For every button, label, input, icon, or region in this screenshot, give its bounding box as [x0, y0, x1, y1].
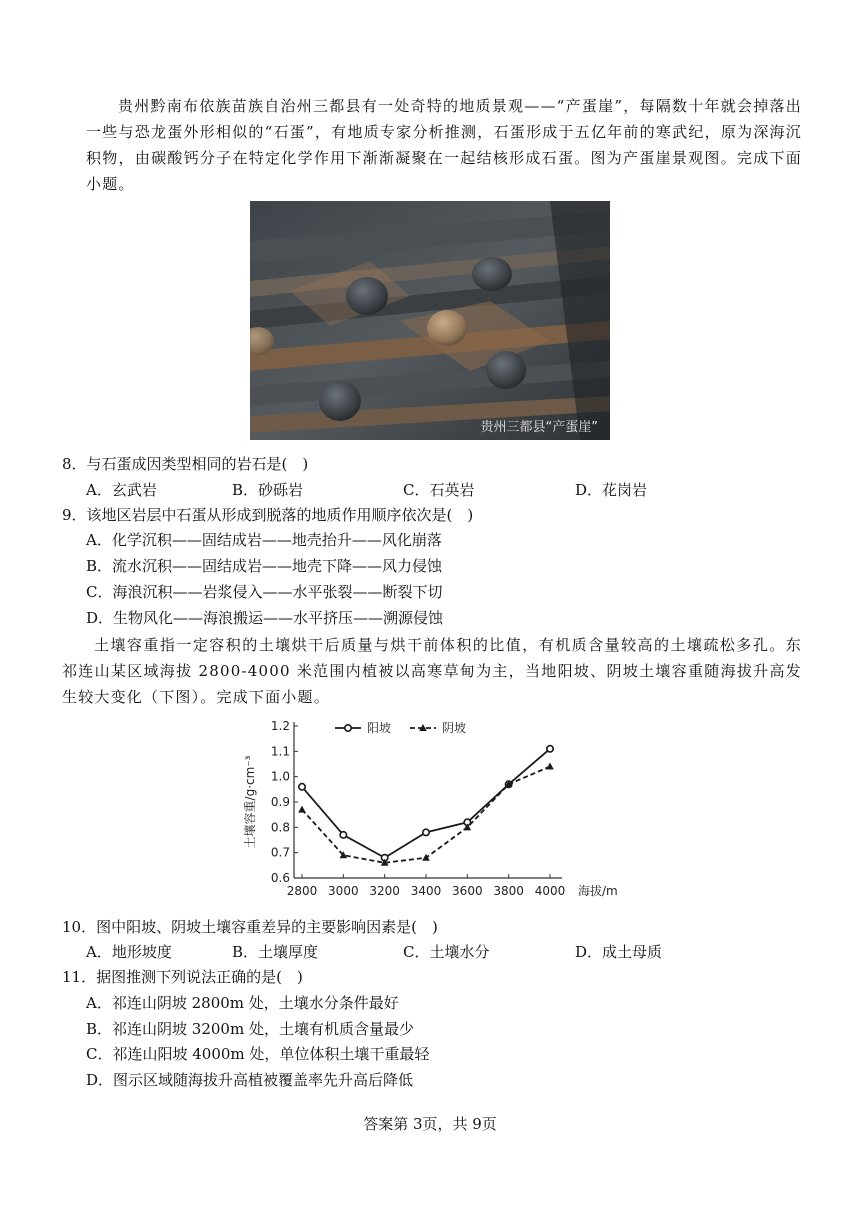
q9-option-d: D．生物风化——海浪搬运——水平挤压——溯源侵蚀	[86, 609, 444, 627]
x-tick-label: 3400	[410, 884, 442, 898]
q8-option-a: A．玄武岩	[86, 481, 157, 499]
q11-option-a: A．祁连山阴坡 2800m 处，土壤水分条件最好	[86, 994, 399, 1012]
q10-option-b: B．土壤厚度	[232, 943, 319, 961]
q9-option-c: C．海浪沉积——岩浆侵入——水平张裂——断裂下切	[86, 583, 443, 601]
page-footer: 答案第 3页，共 9页	[363, 1115, 497, 1133]
legend-label-1: 阳坡	[367, 721, 392, 735]
q8-option-d: D．花岗岩	[575, 481, 648, 499]
y-tick-label: 0.6	[270, 871, 290, 885]
q9-option-b: B．流水沉积——固结成岩——地壳下降——风力侵蚀	[86, 557, 443, 575]
series-line-1	[302, 749, 550, 858]
q11-option-b: B．祁连山阴坡 3200m 处，土壤有机质含量最少	[86, 1020, 414, 1038]
q10-option-d: D．成土母质	[575, 943, 663, 961]
x-tick-label: 4000	[534, 884, 566, 898]
y-tick-label: 0.7	[270, 845, 290, 860]
q11-option-d: D．图示区域随海拔升高植被覆盖率先升高后降低	[86, 1071, 414, 1089]
passage-2: 土壤容重指一定容积的土壤烘干后质量与烘干前体积的比值，有机质含量较高的土壤疏松多孔。东祁连山某区域海拔 2800-4000 米范围内植被以高寒草甸为主，当地阳坡、阴坡土壤容重随海拔升高发生较大变化（下图）。完成下面小题。	[62, 636, 802, 706]
series-1-point	[299, 784, 305, 790]
x-axis-label: 海拔/m	[578, 884, 618, 898]
x-tick-label: 3800	[493, 884, 524, 898]
y-tick-label: 0.8	[270, 820, 290, 835]
x-tick-label: 3200	[369, 884, 400, 898]
series-2-point	[546, 763, 554, 770]
series-1-point	[547, 746, 553, 752]
series-2-point	[422, 854, 430, 861]
soil-bulk-density-chart	[240, 712, 620, 902]
q11-option-c: C．祁连山阳坡 4000m 处，单位体积土壤干重最轻	[86, 1045, 430, 1063]
series-1-point	[423, 829, 429, 835]
y-tick-label: 1.2	[270, 719, 290, 733]
y-tick-label: 0.9	[270, 795, 290, 809]
q10-option-a: A．地形坡度	[86, 943, 172, 961]
y-tick-label: 1.0	[270, 769, 290, 784]
photo-caption: 贵州三都县“产蛋崖”	[480, 420, 598, 435]
q11-stem: 11．据图推测下列说法正确的是( )	[62, 968, 303, 986]
series-1-point	[340, 832, 346, 838]
x-tick-label: 3600	[452, 884, 483, 898]
y-axis-label: 土壤容重/g·cm⁻³	[243, 755, 257, 849]
y-tick-label: 1.1	[270, 744, 290, 759]
passage-1: 贵州黔南布依族苗族自治州三都县有一处奇特的地质景观——“产蛋崖”，每隔数十年就会掉落出一些与恐龙蛋外形相似的“石蛋”，有地质专家分析推测，石蛋形成于五亿年前的寒武纪，原为深海沉积物，由碳酸钙分子在特定化学作用下渐渐凝聚在一起结核形成石蛋。图为产蛋崖景观图。完成下面小题。	[86, 97, 802, 193]
q8-option-c: C．石英岩	[403, 481, 475, 499]
x-tick-label: 3000	[328, 884, 359, 898]
x-tick-label: 2800	[286, 884, 318, 898]
q8-stem: 8．与石蛋成因类型相同的岩石是( )	[62, 455, 309, 473]
legend-marker-1	[345, 725, 351, 731]
legend-label-2: 阴坡	[442, 721, 467, 735]
cliff-photo	[250, 201, 610, 440]
series-2-point	[298, 806, 306, 813]
q8-option-b: B．砂砾岩	[232, 481, 304, 499]
q10-stem: 10．图中阳坡、阴坡土壤容重差异的主要影响因素是( )	[62, 918, 438, 936]
q10-option-c: C．土壤水分	[403, 943, 490, 961]
q9-stem: 9．该地区岩层中石蛋从形成到脱落的地质作用顺序依次是( )	[62, 506, 474, 524]
q9-option-a: A．化学沉积——固结成岩——地壳抬升——风化崩落	[86, 531, 442, 549]
